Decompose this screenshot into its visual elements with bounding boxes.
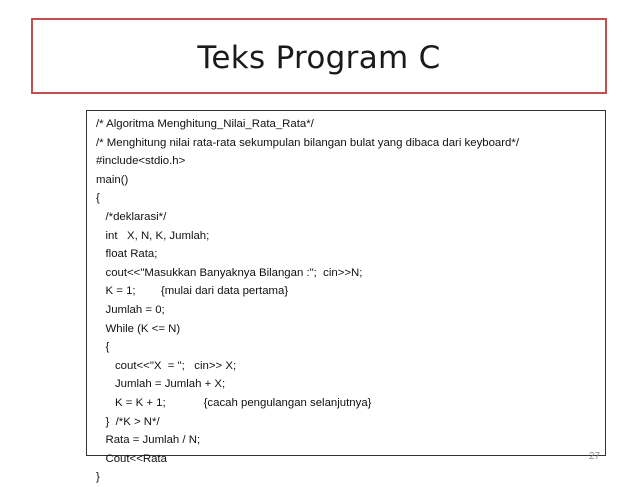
code-line: Cout<<Rata xyxy=(96,452,167,465)
code-line: main() xyxy=(96,173,129,186)
code-line: /* Algoritma Menghitung_Nilai_Rata_Rata*/ xyxy=(96,118,314,130)
code-line: { xyxy=(96,192,100,205)
code-line: Jumlah = Jumlah + X; xyxy=(96,378,226,391)
slide-title: Teks Program C xyxy=(197,40,441,76)
code-line: } /*K > N*/ xyxy=(96,415,160,428)
code-line: } xyxy=(96,471,100,484)
code-line: #include<stdio.h> xyxy=(96,155,186,168)
page-number: 27 xyxy=(588,451,600,462)
code-line: { xyxy=(96,341,110,354)
code-line: K = 1; {mulai dari data pertama} xyxy=(96,285,289,298)
slide-title-box xyxy=(31,18,607,94)
code-line: While (K <= N) xyxy=(96,322,181,335)
code-line: /* Menghitung nilai rata-rata sekumpulan bilangan bulat yang dibaca dari keyboard*/ xyxy=(96,136,519,149)
code-line: cout<<"Masukkan Banyaknya Bilangan :"; cin>>N; xyxy=(96,266,363,279)
code-line: Jumlah = 0; xyxy=(96,303,165,316)
code-line: Rata = Jumlah / N; xyxy=(96,434,201,447)
code-line: int X, N, K, Jumlah; xyxy=(96,229,210,242)
code-line: /*deklarasi*/ xyxy=(96,210,167,223)
code-line: K = K + 1; {cacah pengulangan selanjutnya} xyxy=(96,396,372,409)
code-line: cout<<"X = "; cin>> X; xyxy=(96,359,237,372)
code-line: float Rata; xyxy=(96,248,158,261)
